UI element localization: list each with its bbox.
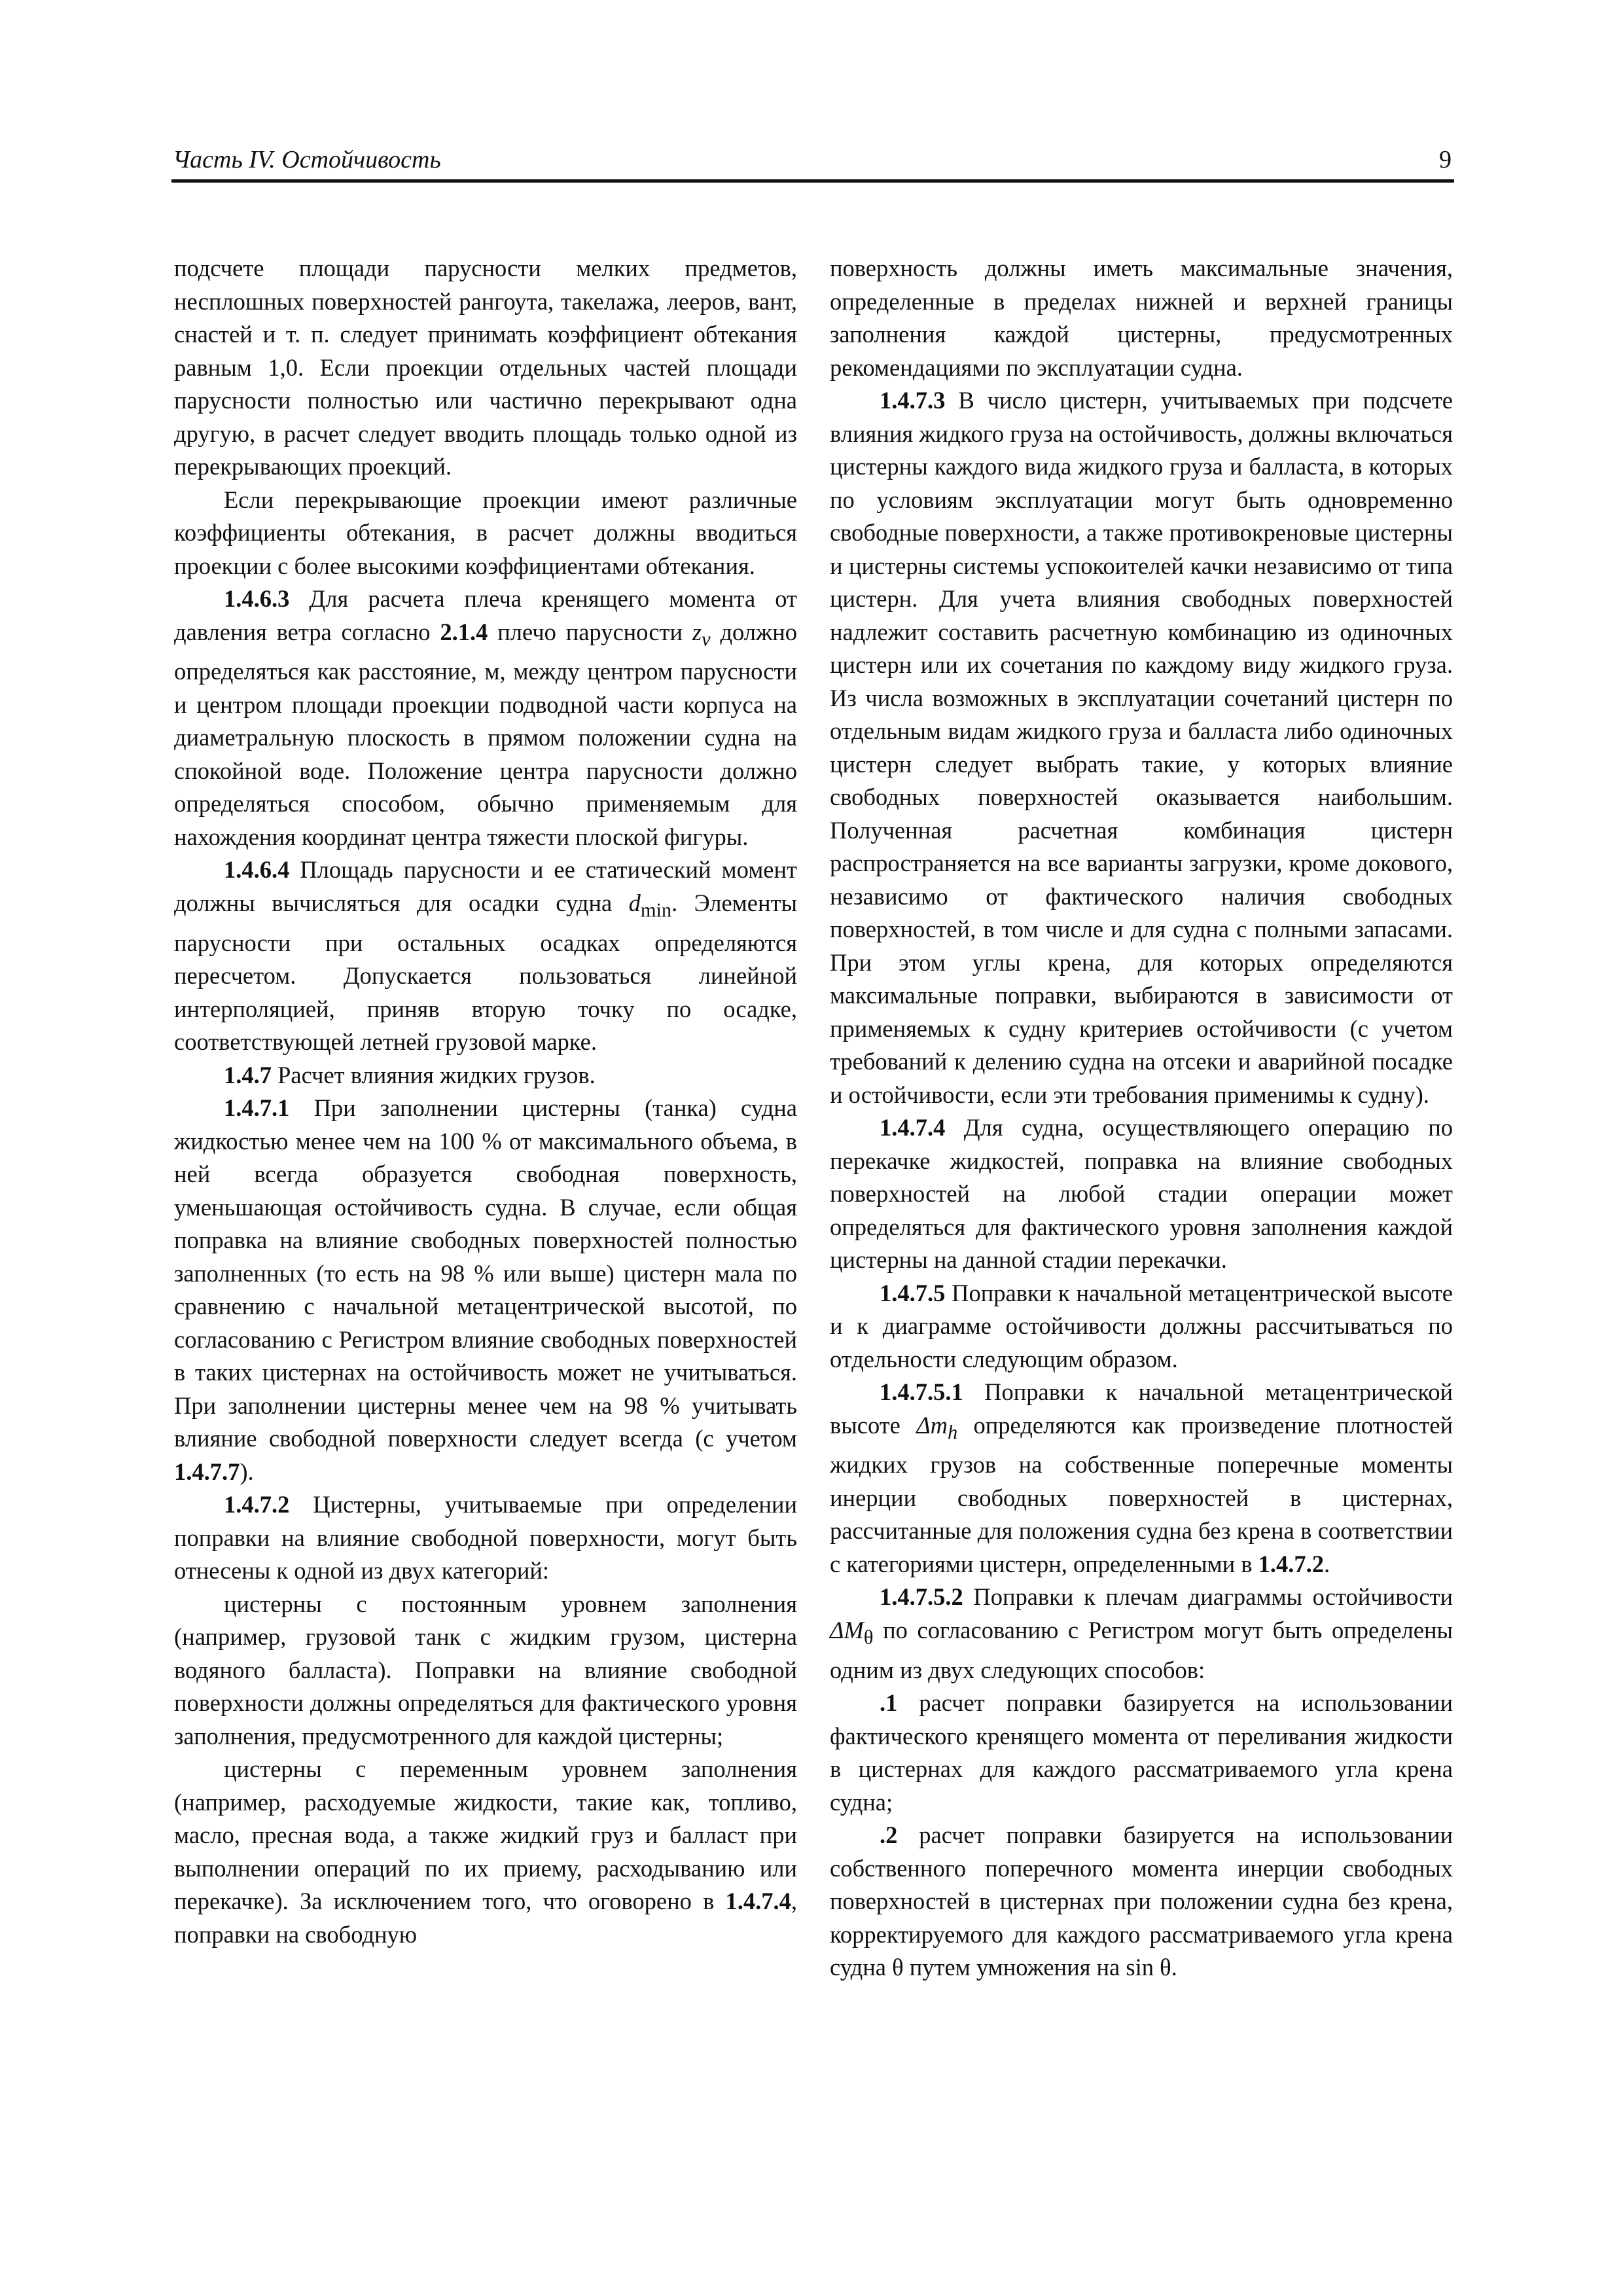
variable: z (692, 618, 702, 645)
section-number: 1.4.7.2 (224, 1491, 290, 1518)
paragraph-1-4-6-4: 1.4.6.4 Площадь парусности и ее статический момент должны вычисляться для осадки судна $d_{min}$. Элементы парусности при остальных осадках определяются пересчетом. Допускается пользоваться линейной интерполяцией, приняв вторую точку по осадке, соответствующей летней грузовой марке. (174, 856, 797, 1056)
section-number: 1.4.7.4 (880, 1114, 946, 1141)
paragraph: поверхность должны иметь максимальные значения, определенные в пределах нижней и верхней границы заполнения каждой цистерны, предусмотренных рекомендациями по эксплуатации судна. (830, 255, 1453, 381)
section-number: 1.4.7.5 (880, 1279, 946, 1306)
running-title: Часть IV. Остойчивость (173, 146, 441, 173)
section-number: 1.4.6.4 (224, 856, 290, 884)
left-column (174, 252, 797, 1951)
list-item-2: .2 расчет поправки базируется на использовании собственного поперечного момента инерции свободных поверхностей в цистернах при положении судна без крена, корректируемого для каждого рассматриваемого угла крена судна θ путем умножения на sin θ. (830, 1821, 1453, 1981)
cross-reference: 1.4.7.2 (1258, 1550, 1325, 1577)
section-number: 1.4.7.5.1 (880, 1378, 963, 1405)
section-number: 1.4.7.1 (224, 1094, 290, 1122)
paragraph: Если перекрывающие проекции имеют различные коэффициенты обтекания, в расчет должны вводиться проекции с более высокими коэффициентами обтекания. (174, 486, 797, 579)
page-number: 9 (1439, 146, 1452, 173)
section-heading-1-4-7 (174, 1059, 797, 1092)
paragraph: цистерны с постоянным уровнем заполнения (например, грузовой танк с жидким грузом, цистерна водяного балласта). Поправки на влияние свободной поверхности должны определяться для фактического уровня заполнения, предусмотренного для каждой цистерны; (174, 1590, 797, 1749)
variable: Δm (916, 1411, 948, 1439)
section-number: 1.4.7.3 (880, 387, 946, 414)
paragraph: цистерны с переменным уровнем заполнения (например, расходуемые жидкости, такие как, топливо, масло, пресная вода, а также жидкий груз и балласт при выполнении операций по их приему, расходыванию или перекачке). За исключением того, что оговорено в 1.4.7.4, поправки на свободную (174, 1755, 797, 1948)
variable: ΔM (830, 1616, 864, 1643)
paragraph-1-4-7-5: 1.4.7.5 Поправки к начальной метацентрической высоте и к диаграмме остойчивости должны рассчитываться по отдельности следующим образом. (830, 1279, 1453, 1372)
paragraph-1-4-6-3: 1.4.6.3 Для расчета плеча кренящего момента от давления ветра согласно 2.1.4 плечо парусности $z_v$ должно определяться как расстояние, м, между центром парусности и центром площади проекции подводной части корпуса на диаметральную плоскость в прямом положении судна на спокойной воде. Положение центра парусности должно определяться способом, обычно применяемым для нахождения координат центра тяжести плоской фигуры. (174, 585, 797, 850)
section-title: Расчет влияния жидких грузов. (272, 1061, 596, 1088)
cross-reference: 2.1.4 (440, 618, 488, 645)
section-number: 1.4.6.3 (224, 585, 290, 612)
list-marker: .1 (880, 1689, 898, 1717)
paragraph-1-4-7-5-1: 1.4.7.5.1 Поправки к начальной метацентрической высоте $\Delta m_h$ определяются как произведение плотностей жидких грузов на собственные поперечные моменты инерции свободных поверхностей в цистернах, рассчитанные для положения судна без крена в соответствии с категориями цистерн, определенными в 1.4.7.2. (830, 1378, 1453, 1577)
cross-reference: 1.4.7.7 (174, 1458, 240, 1485)
paragraph-1-4-7-1: 1.4.7.1 При заполнении цистерны (танка) судна жидкостью менее чем на 100 % от максимального объема, в ней всегда образуется свободная поверхность, уменьшающая остойчивость судна. В случае, если общая поправка на влияние свободных поверхностей полностью заполненных (то есть на 98 % или выше) цистерн мала по сравнению с начальной метацентрической высотой, по согласованию с Регистром влияние свободных поверхностей в таких цистернах на остойчивость может не учитываться. При заполнении цистерны менее чем на 98 % учитывать влияние свободной поверхности следует всегда (с учетом 1.4.7.7). (174, 1094, 797, 1485)
paragraph-1-4-7-5-2: 1.4.7.5.2 Поправки к плечам диаграммы остойчивости $\Delta M_\theta$ по согласованию с Регистром могут быть определены одним из двух следующих способов: (830, 1583, 1453, 1683)
list-item-1: .1 расчет поправки базируется на использовании фактического кренящего момента от переливания жидкости в цистернах для каждого рассматриваемого угла крена судна; (830, 1689, 1453, 1816)
right-column (830, 252, 1453, 1984)
paragraph-1-4-7-4: 1.4.7.4 Для судна, осуществляющего операцию по перекачке жидкостей, поправка на влияние свободных поверхностей на любой стадии операции может определяться для фактического уровня заполнения каждой цистерны на данной стадии перекачки. (830, 1114, 1453, 1273)
section-number: 1.4.7.5.2 (880, 1583, 963, 1611)
section-number: 1.4.7 (224, 1061, 272, 1088)
cross-reference: 1.4.7.4 (725, 1888, 791, 1915)
paragraph: подсчете площади парусности мелких предметов, несплошных поверхностей рангоута, такелажа, леeров, вант, снастей и т. п. следует принимать коэффициент обтекания равным 1,0. Если проекции отдельных частей площади парусности полностью или частично перекрывают одна другую, в расчет следует вводить площадь только одной из перекрывающих проекций. (174, 255, 797, 480)
page-header (171, 145, 1454, 183)
paragraph-1-4-7-2: 1.4.7.2 Цистерны, учитываемые при определении поправки на влияние свободной поверхности, могут быть отнесены к одной из двух категорий: (174, 1491, 797, 1585)
paragraph-1-4-7-3: 1.4.7.3 В число цистерн, учитываемых при подсчете влияния жидкого груза на остойчивость, должны включаться цистерны каждого вида жидкого груза и балласта, в которых по условиям эксплуатации могут быть одновременно свободные поверхности, а также противокреновые цистерны и цистерны системы успокоителей качки независимо от типа цистерн. Для учета влияния свободных поверхностей надлежит составить расчетную комбинацию из одиночных цистерн или их сочетания по каждому виду жидкого груза. Из числа возможных в эксплуатации сочетаний цистерн по отдельным видам жидкого груза и балласта либо одиночных цистерн следует выбрать такие, у которых влияние свободных поверхностей оказывается наибольшим. Полученная расчетная комбинация цистерн распространяется на все варианты загрузки, кроме докового, независимо от фактического наличия свободных поверхностей, в том числе и для судна с полными запасами. При этом углы крена, для которых определяются максимальные поправки, выбираются в зависимости от применяемых к судну критериев остойчивости (с учетом требований к делению судна на отсеки и аварийной посадке и остойчивости, если эти требования применимы к судну). (830, 387, 1453, 1108)
variable: d (628, 889, 641, 916)
list-marker: .2 (880, 1821, 898, 1849)
